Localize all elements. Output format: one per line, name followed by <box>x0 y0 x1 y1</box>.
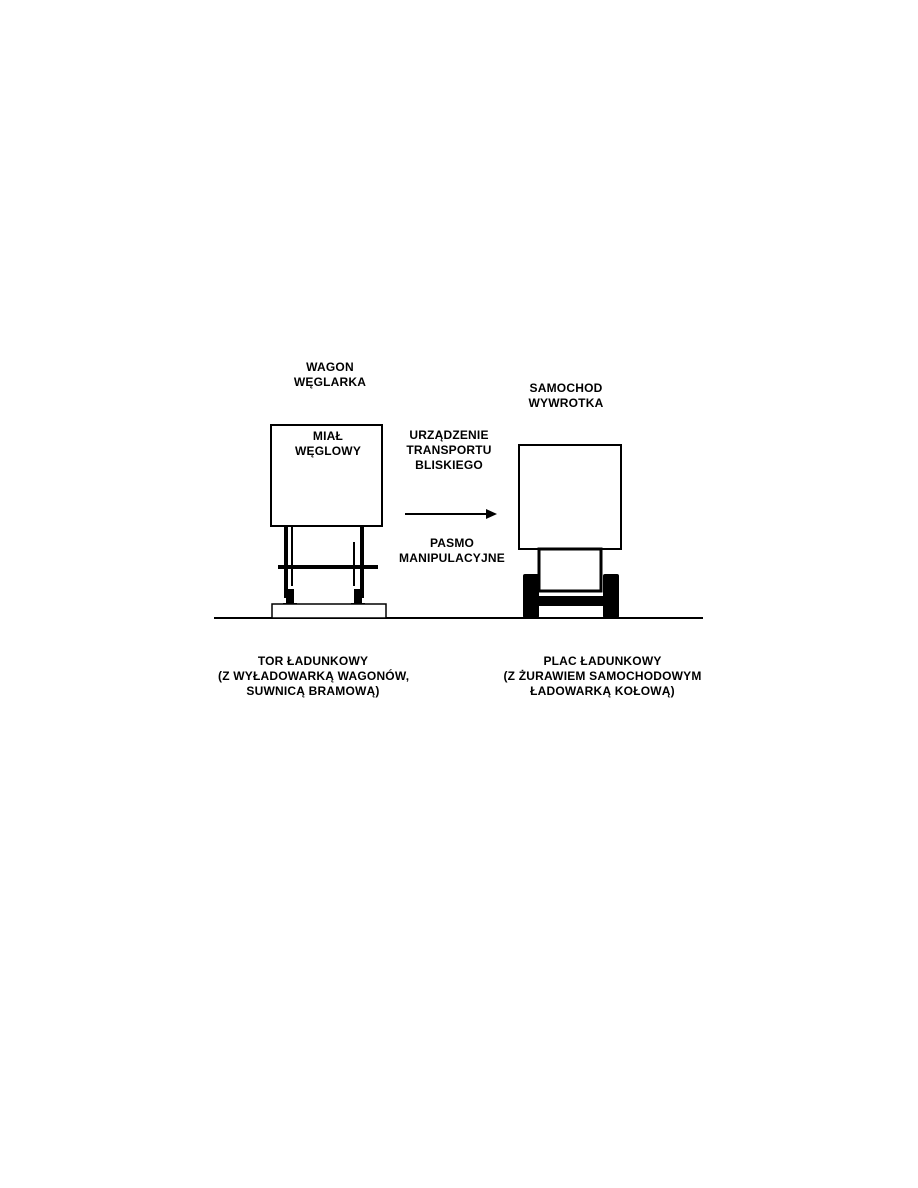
truck-chassis <box>539 549 601 591</box>
truck-axle <box>530 596 612 606</box>
truck-wheel-left <box>523 574 539 618</box>
truck-wheel-right <box>603 574 619 618</box>
wagon-support-right <box>360 526 364 598</box>
wagon-title-label: WAGON WĘGLARKA <box>293 360 367 389</box>
wagon-axle <box>278 565 378 569</box>
truck-body <box>519 445 621 549</box>
wagon-cargo-label: MIAŁ WĘGLOWY <box>294 429 362 458</box>
device-label: URZĄDZENIE TRANSPORTU BLISKIEGO <box>406 428 492 472</box>
transfer-arrow <box>405 509 497 519</box>
track-label: TOR ŁADUNKOWY (Z WYŁADOWARKĄ WAGONÓW, SUWNICĄ BRAMOWĄ) <box>218 654 410 698</box>
yard-label: PLAC ŁADUNKOWY (Z ŻURAWIEM SAMOCHODOWYM ŁADOWARKĄ KOŁOWĄ) <box>503 654 702 698</box>
wagon-support-left-2 <box>291 526 293 586</box>
band-label: PASMO MANIPULACYJNE <box>399 536 505 565</box>
track-bed <box>272 604 386 618</box>
wagon-support-right-2 <box>353 542 355 586</box>
wagon-support-left <box>284 526 288 598</box>
truck-title-label: SAMOCHOD WYWROTKA <box>528 381 604 410</box>
wagon-wheel-left <box>286 589 294 603</box>
wagon-wheel-right <box>354 589 362 603</box>
dump-truck <box>519 445 621 618</box>
